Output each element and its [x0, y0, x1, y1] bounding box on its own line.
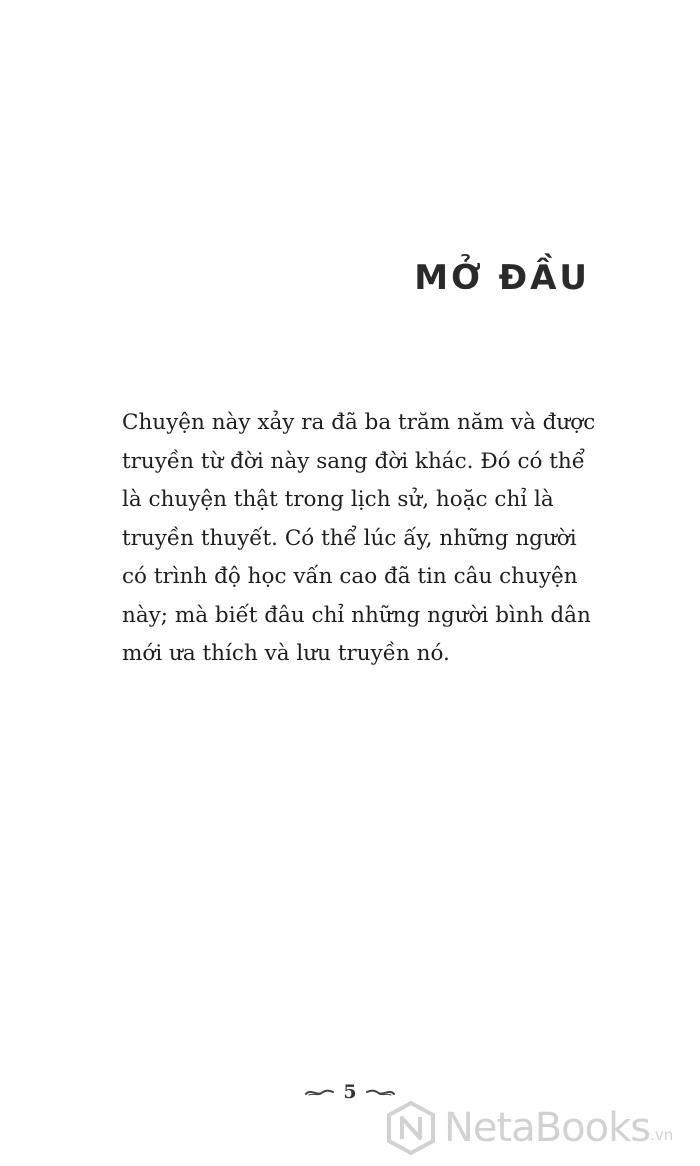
body-line: mới ưa thích và lưu truyền nó. — [122, 641, 450, 666]
watermark-domain: .vn — [650, 1126, 674, 1144]
chapter-title: MỞ ĐẦU — [414, 258, 590, 298]
body-line: truyền thuyết. Có thể lúc ấy, những người — [122, 525, 577, 551]
netabooks-watermark — [386, 1098, 696, 1158]
body-line: truyền từ đời này sang đời khác. Đó có thể — [122, 448, 585, 474]
body-line: là chuyện thật trong lịch sử, hoặc chỉ là — [122, 487, 554, 512]
body-paragraph — [122, 404, 596, 674]
body-line: Chuyện này xảy ra đã ba trăm năm và được — [122, 410, 596, 435]
page-number: 5 — [343, 1081, 357, 1103]
body-line: này; mà biết đâu chỉ những người bình dân — [122, 602, 591, 628]
page-footer — [300, 1078, 400, 1106]
body-line: có trình độ học vấn cao đã tin câu chuyện — [122, 564, 578, 589]
swash-ornament-left-icon — [305, 1085, 335, 1099]
netabooks-logo-icon — [386, 1101, 436, 1155]
swash-ornament-right-icon — [365, 1085, 395, 1099]
watermark-brand: NetaBooks — [444, 1105, 651, 1151]
